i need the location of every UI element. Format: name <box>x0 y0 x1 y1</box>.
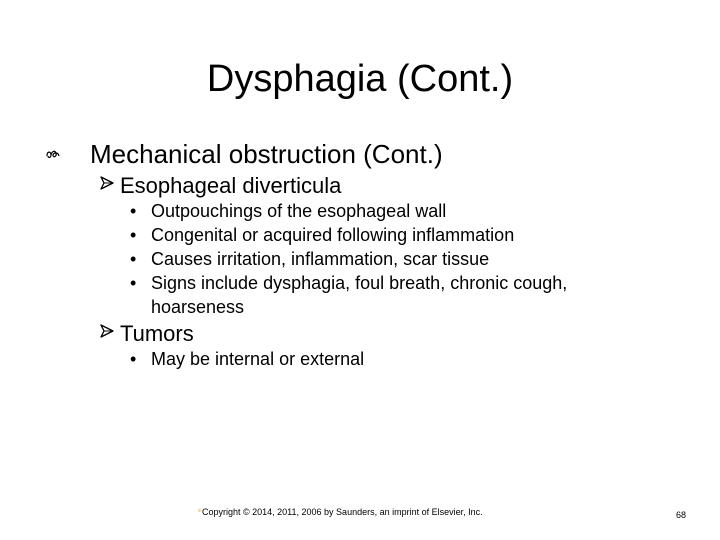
list-item-text: May be internal or external <box>151 349 365 369</box>
section-heading-text: Esophageal diverticula <box>120 173 342 198</box>
bullet-icon: • <box>130 349 137 369</box>
slide-title: Dysphagia (Cont.) <box>206 58 514 100</box>
list-item-text: Signs include dysphagia, foul breath, chronic cough, <box>151 273 568 293</box>
list-item-text: Congenital or acquired following inflammation <box>151 225 515 245</box>
list-item-continuation: hoarseness <box>151 297 245 317</box>
decorative-scroll-icon <box>46 148 60 164</box>
page-number: 68 <box>676 510 687 520</box>
arrowhead-icon <box>100 324 114 342</box>
section-heading-text: Tumors <box>120 321 194 346</box>
copyright-text: Copyright © 2014, 2011, 2006 by Saunders, an imprint of Elsevier, Inc. <box>202 507 483 517</box>
bullet-icon: • <box>130 225 137 245</box>
bullet-icon: • <box>130 273 137 293</box>
list-item-text: Outpouchings of the esophageal wall <box>151 201 447 221</box>
footer-dot-icon <box>198 509 201 512</box>
arrowhead-icon <box>100 176 114 194</box>
bullet-icon: • <box>130 201 137 221</box>
level1-text: Mechanical obstruction (Cont.) <box>90 139 443 169</box>
list-item-text: Causes irritation, inflammation, scar tissue <box>151 249 490 269</box>
bullet-icon: • <box>130 249 137 269</box>
